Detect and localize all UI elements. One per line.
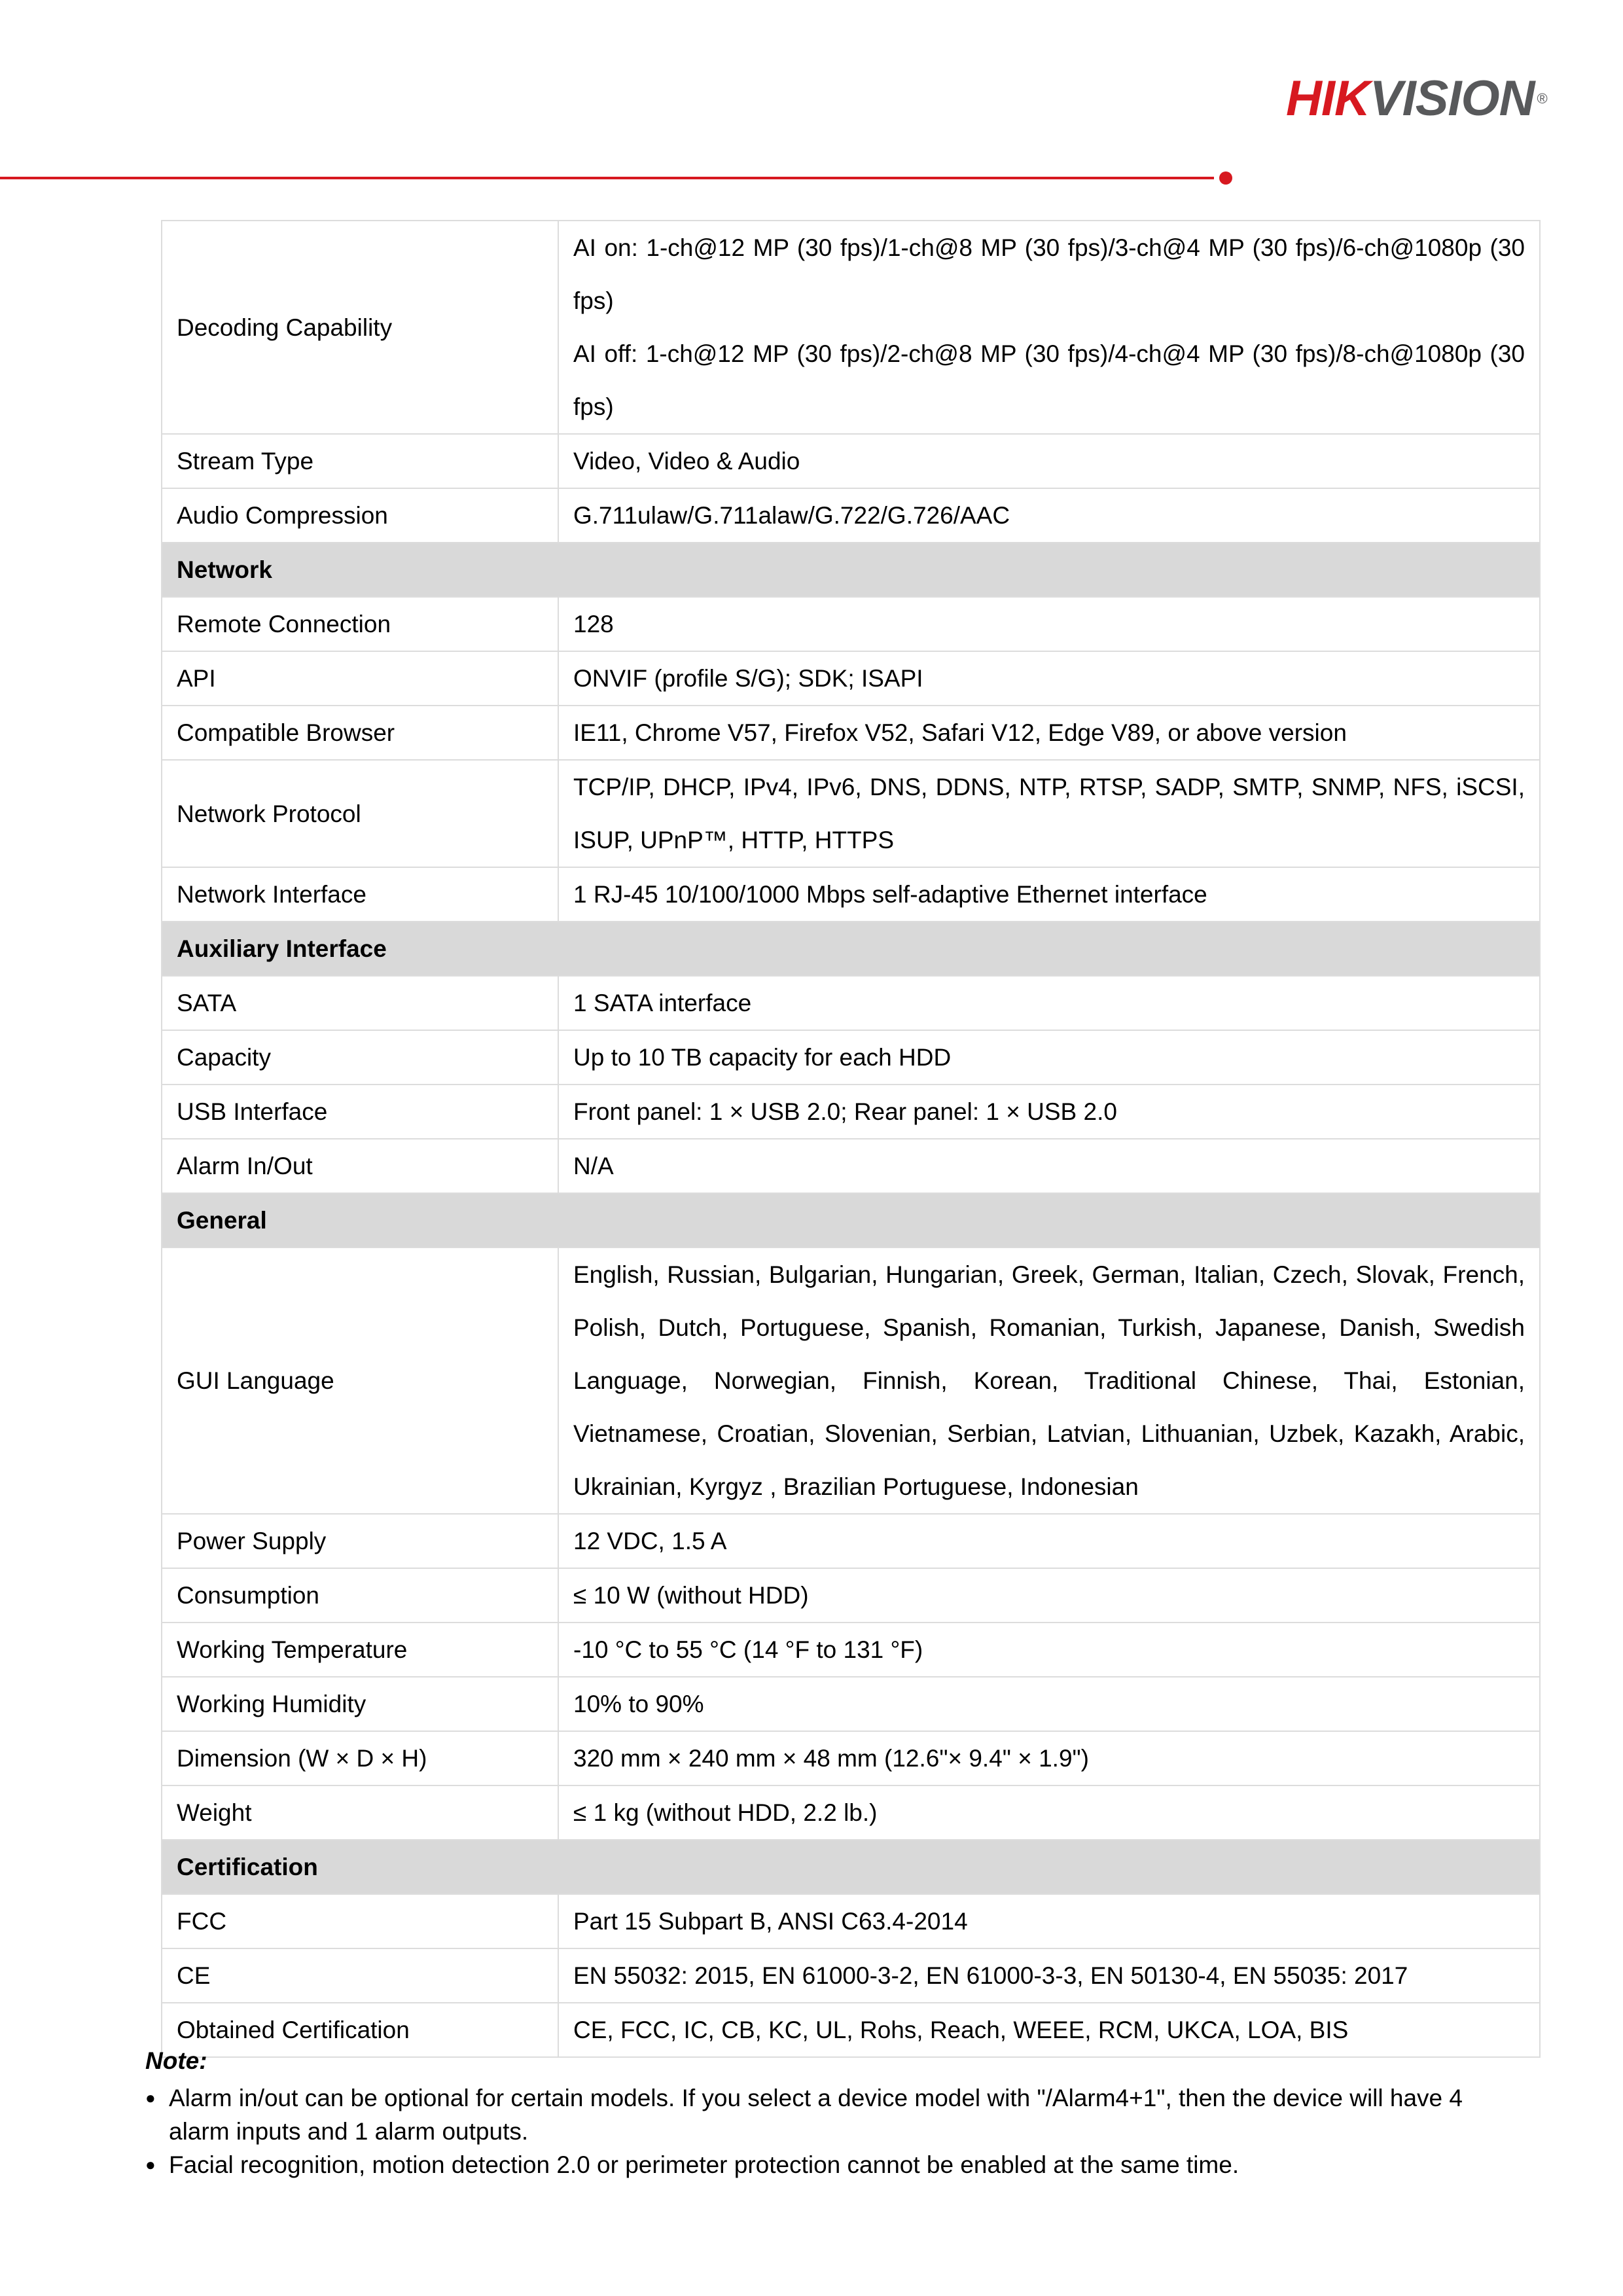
spec-row	[162, 706, 1540, 760]
spec-row	[162, 1030, 1540, 1085]
section-header: Certification	[162, 1840, 1540, 1894]
spec-row	[162, 1948, 1540, 2003]
section-header: Auxiliary Interface	[162, 922, 1540, 976]
spec-value-line: 1 RJ-45 10/100/1000 Mbps self-adaptive Ethernet interface	[573, 881, 1207, 908]
spec-value	[558, 1030, 1540, 1085]
hikvision-logo	[1286, 71, 1547, 126]
spec-value-line: EN 55032: 2015, EN 61000-3-2, EN 61000-3-3, EN 50130-4, EN 55035: 2017	[573, 1962, 1408, 1989]
spec-value	[558, 221, 1540, 434]
spec-value	[558, 1677, 1540, 1731]
spec-value	[558, 597, 1540, 651]
spec-label: Compatible Browser	[162, 706, 558, 760]
spec-label: Power Supply	[162, 1514, 558, 1568]
spec-row	[162, 867, 1540, 922]
spec-value-line: Up to 10 TB capacity for each HDD	[573, 1044, 952, 1071]
spec-value-line: Video, Video & Audio	[573, 448, 800, 475]
spec-label: Dimension (W × D × H)	[162, 1731, 558, 1785]
note-item: ● Facial recognition, motion detection 2.0 or perimeter protection cannot be enabled at the same time.	[145, 2148, 1493, 2181]
spec-value	[558, 434, 1540, 488]
spec-label: API	[162, 651, 558, 706]
header-divider-dot	[1219, 171, 1232, 185]
spec-label: Remote Connection	[162, 597, 558, 651]
spec-row	[162, 434, 1540, 488]
logo-registered-mark: ®	[1537, 90, 1547, 107]
spec-label: Network Protocol	[162, 760, 558, 867]
spec-label: Weight	[162, 1785, 558, 1840]
section-header-row	[162, 922, 1540, 976]
spec-row	[162, 1894, 1540, 1948]
section-header: General	[162, 1193, 1540, 1247]
spec-row	[162, 1568, 1540, 1623]
spec-value-line: Part 15 Subpart B, ANSI C63.4-2014	[573, 1908, 968, 1935]
spec-value	[558, 1948, 1540, 2003]
spec-value	[558, 1514, 1540, 1568]
spec-value-line: ≤ 1 kg (without HDD, 2.2 lb.)	[573, 1799, 878, 1826]
spec-row	[162, 2003, 1540, 2057]
spec-value	[558, 651, 1540, 706]
spec-value	[558, 1731, 1540, 1785]
spec-value-line: English, Russian, Bulgarian, Hungarian, Greek, German, Italian, Czech, Slovak, French, Polish, Dutch, Portuguese, Spanish, Romanian, Turkish, Japanese, Danish, Swedish Language, Norwegian, Finnish, Korean, Traditional Chinese, Thai, Estonian, Vietnamese, Croatian, Slovenian, Serbian, Latvian, Lithuanian, Uzbek, Kazakh, Arabic, Ukrainian, Kyrgyz , Brazilian Portuguese, Indonesian	[573, 1261, 1525, 1500]
spec-label: USB Interface	[162, 1085, 558, 1139]
spec-value	[558, 1623, 1540, 1677]
spec-table-body	[162, 221, 1540, 2057]
spec-row	[162, 1785, 1540, 1840]
spec-value	[558, 1568, 1540, 1623]
spec-value	[558, 1894, 1540, 1948]
spec-row	[162, 976, 1540, 1030]
spec-value-line: ≤ 10 W (without HDD)	[573, 1582, 809, 1609]
spec-label: Obtained Certification	[162, 2003, 558, 2057]
spec-label: Working Temperature	[162, 1623, 558, 1677]
spec-value-line: N/A	[573, 1153, 614, 1179]
spec-row	[162, 1514, 1540, 1568]
spec-value-line: 320 mm × 240 mm × 48 mm (12.6"× 9.4" × 1.9")	[573, 1745, 1089, 1772]
note-item: ● Alarm in/out can be optional for certain models. If you select a device model with "/Alarm4+1", then the device will have 4 alarm inputs and 1 alarm outputs.	[145, 2081, 1493, 2148]
spec-row	[162, 597, 1540, 651]
note-title: Note:	[145, 2047, 207, 2074]
spec-row	[162, 1623, 1540, 1677]
spec-label: Capacity	[162, 1030, 558, 1085]
spec-value-line: 10% to 90%	[573, 1691, 704, 1717]
spec-table	[161, 220, 1541, 2058]
spec-label: Network Interface	[162, 867, 558, 922]
spec-value	[558, 1139, 1540, 1193]
spec-value	[558, 488, 1540, 543]
spec-value-line: 1 SATA interface	[573, 990, 752, 1016]
spec-value	[558, 867, 1540, 922]
section-header-row	[162, 1840, 1540, 1894]
section-header-row	[162, 543, 1540, 597]
spec-value-line: TCP/IP, DHCP, IPv4, IPv6, DNS, DDNS, NTP, RTSP, SADP, SMTP, SNMP, NFS, iSCSI, ISUP, UPnP™, HTTP, HTTPS	[573, 774, 1525, 853]
spec-value-line: 128	[573, 611, 614, 637]
section-header: Network	[162, 543, 1540, 597]
logo-part-vision: VISION	[1369, 71, 1535, 126]
spec-row	[162, 1139, 1540, 1193]
spec-value	[558, 1085, 1540, 1139]
section-header-row	[162, 1193, 1540, 1247]
spec-label: Consumption	[162, 1568, 558, 1623]
spec-value-line: Front panel: 1 × USB 2.0; Rear panel: 1 × USB 2.0	[573, 1098, 1117, 1125]
spec-value	[558, 1785, 1540, 1840]
note-list	[145, 2081, 1493, 2181]
spec-row	[162, 488, 1540, 543]
spec-value-line: -10 °C to 55 °C (14 °F to 131 °F)	[573, 1636, 923, 1663]
header-divider	[0, 177, 1214, 179]
spec-value-line: IE11, Chrome V57, Firefox V52, Safari V12, Edge V89, or above version	[573, 719, 1347, 746]
spec-label: Alarm In/Out	[162, 1139, 558, 1193]
spec-label: SATA	[162, 976, 558, 1030]
spec-label: Decoding Capability	[162, 221, 558, 434]
spec-row	[162, 1731, 1540, 1785]
spec-value-line: AI off: 1-ch@12 MP (30 fps)/2-ch@8 MP (30 fps)/4-ch@4 MP (30 fps)/8-ch@1080p (30 fps)	[573, 340, 1525, 420]
spec-label: Stream Type	[162, 434, 558, 488]
spec-value	[558, 1247, 1540, 1514]
spec-row	[162, 1085, 1540, 1139]
spec-label: CE	[162, 1948, 558, 2003]
spec-value	[558, 760, 1540, 867]
spec-row	[162, 1677, 1540, 1731]
spec-label: FCC	[162, 1894, 558, 1948]
spec-row	[162, 760, 1540, 867]
spec-value-line: ONVIF (profile S/G); SDK; ISAPI	[573, 665, 923, 692]
spec-value	[558, 976, 1540, 1030]
spec-label: Audio Compression	[162, 488, 558, 543]
spec-row	[162, 651, 1540, 706]
spec-label: GUI Language	[162, 1247, 558, 1514]
spec-value	[558, 706, 1540, 760]
logo-part-hik: HIK	[1286, 71, 1370, 126]
spec-value	[558, 2003, 1540, 2057]
spec-row	[162, 221, 1540, 434]
spec-value-line: G.711ulaw/G.711alaw/G.722/G.726/AAC	[573, 502, 1010, 529]
spec-label: Working Humidity	[162, 1677, 558, 1731]
spec-value-line: AI on: 1-ch@12 MP (30 fps)/1-ch@8 MP (30 fps)/3-ch@4 MP (30 fps)/6-ch@1080p (30 fps)	[573, 234, 1525, 314]
spec-value-line: 12 VDC, 1.5 A	[573, 1528, 727, 1554]
spec-value-line: CE, FCC, IC, CB, KC, UL, Rohs, Reach, WEEE, RCM, UKCA, LOA, BIS	[573, 2017, 1349, 2043]
spec-row	[162, 1247, 1540, 1514]
